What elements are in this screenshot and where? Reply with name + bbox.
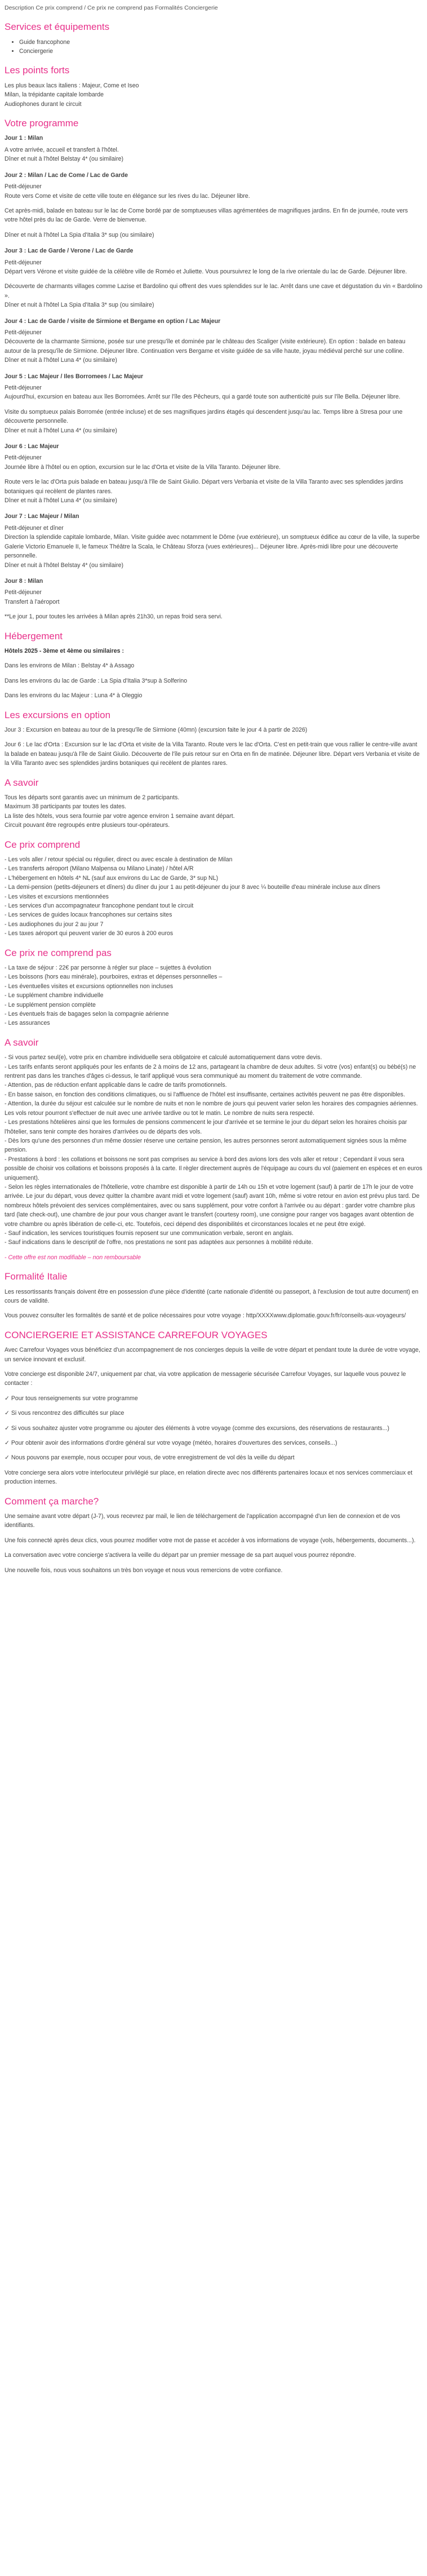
list-item: Dans les environs de Milan : Belstay 4* à Assago	[5, 662, 135, 670]
day-paragraph: Petit-déjeuner Départ vers Vérone et visite guidée de la célèbre ville de Roméo et Juliette. Vous poursuivrez le long de la rive orientale du lac de Garde. Déjeuner libre.	[5, 259, 407, 275]
non-refundable-note: - Cette offre est non modifiable – non remboursable	[5, 1254, 141, 1261]
conciergerie-paragraph: ✓ Pour tous renseignements sur votre programme	[5, 1395, 138, 1402]
comment-paragraph: Une fois connecté après deux clics, vous pourrez modifier votre mot de passe et accéder à vos informations de voyage (vols, hébergements, documents...).	[5, 1537, 416, 1544]
list-item: - Les éventuelles visites et excursions optionnelles non incluses	[5, 982, 174, 990]
list-item: Les plus beaux lacs italiens : Majeur, Come et Iseo	[5, 82, 139, 89]
list-item: - Les services d'un accompagnateur francophone pendant tout le circuit	[5, 902, 194, 909]
day-paragraph: Cet après-midi, balade en bateau sur le lac de Come bordé par de somptueuses villas agrémentées de magnifiques jardins. En fin de journée, route vers votre hôtel près du lac de Garde. Verre de bienvenue.	[5, 207, 408, 224]
list-item: Jour 3 : Excursion en bateau au tour de la presqu'île de Sirmione (40mn) (excursion faite le jour 4 à partir de 2026)	[5, 726, 308, 733]
list-item: Audiophones durant le circuit	[5, 100, 82, 108]
hebergement-intro: Hôtels 2025 - 3ème et 4ème ou similaires :	[5, 647, 124, 654]
list-item: - La demi-pension (petits-déjeuners et dîners) du dîner du jour 1 au petit-déjeuner du jour 8 avec ¼ bouteille d'eau minérale incluse aux dîners	[5, 884, 380, 891]
conciergerie-paragraph: Avec Carrefour Voyages vous bénéficiez d'un accompagnement de nos concierges depuis la veille de votre départ et pendant toute la durée de votre voyage, un service innovant et exclusif.	[5, 1347, 420, 1363]
formalite-title: Formalité Italie	[5, 1271, 68, 1282]
list-item: - L'hébergement en hôtels 4* NL (sauf aux environs du Lac de Garde, 3* sup NL)	[5, 874, 219, 882]
list-item: - Les taxes aéroport qui peuvent varier de 30 euros à 200 euros	[5, 930, 174, 937]
services-title: Services et équipements	[5, 21, 110, 33]
list-item: - Les assurances	[5, 1020, 50, 1027]
list-item: Dans les environs du lac de Garde : La Spia d'Italia 3*sup à Solferino	[5, 677, 188, 684]
day-paragraph: Route vers le lac d'Orta puis balade en bateau jusqu'à l'île de Saint Giulio. Départ vers Verbania et visite de la Villa Taranto avec ses splendides jardins botaniques qui recèlent de plantes rares. Dîner et nuit à l'hôtel Luna 4* (ou similaire)	[5, 479, 403, 504]
day-title: Jour 3 : Lac de Garde / Verone / Lac de Garde	[5, 247, 134, 255]
day-paragraph: Petit-déjeuner Découverte de la charmante Sirmione, posée sur une presqu'île et dominée par le château des Scaliger (visite extérieure). En option : balade en bateau autour de la presqu'île de Sirmione. Déjeuner libre. Continuation vers Bergame et visite guidée de sa ville haute, joyau médiéval perché sur une colline. Dîner et nuit à l'hôtel Luna 4* (ou similaire)	[5, 329, 406, 364]
a-savoir-title: A savoir	[5, 777, 39, 788]
hebergement-title: Hébergement	[5, 630, 63, 641]
programme-title: Votre programme	[5, 118, 79, 129]
comprend-list	[5, 855, 422, 939]
services-list	[5, 38, 422, 56]
day-title: Jour 2 : Milan / Lac de Come / Lac de Garde	[5, 171, 128, 179]
day-paragraph: Dîner et nuit à l'hôtel La Spia d'Italia 3* sup (ou similaire)	[5, 231, 154, 238]
day-paragraph: A votre arrivée, accueil et transfert à l'hôtel. Dîner et nuit à l'hôtel Belstay 4* (ou similaire)	[5, 146, 124, 163]
breadcrumb: Description Ce prix comprend / Ce prix ne comprend pas Formalités Conciergerie	[5, 5, 218, 11]
list-item: Milan, la trépidante capitale lombarde	[5, 91, 104, 99]
day-paragraph: Petit-déjeuner Transfert à l'aéroport	[5, 589, 60, 605]
day-paragraph: Découverte de charmants villages comme Lazise et Bardolino qui offrent des vues splendides sur le lac. Arrêt dans une cave et dégustation du vin « Bardolino ». Dîner et nuit à l'hôtel La Spia d'Italia 3* sup (ou similaire)	[5, 283, 422, 309]
comment-paragraph: Une semaine avant votre départ (J-7), vous recevrez par mail, le lien de téléchargement de l'application accompagné d'un lien de connexion et de vos identifiants.	[5, 1513, 401, 1529]
list-item: - Les visites et excursions mentionnées	[5, 893, 109, 900]
list-item: - Le supplément chambre individuelle	[5, 992, 104, 999]
conciergerie-title: CONCIERGERIE ET ASSISTANCE CARREFOUR VOYAGES	[5, 1329, 268, 1340]
conciergerie-paragraph: Votre concierge est disponible 24/7, uniquement par chat, via votre application de messagerie sécurisée Carrefour Voyages, sur laquelle vous pouvez le contacter :	[5, 1371, 406, 1387]
conciergerie-paragraph: ✓ Nous pouvons par exemple, nous occuper pour vous, de votre enregistrement de vol dès la veille du départ	[5, 1454, 295, 1462]
conciergerie-paragraph: Votre concierge sera alors votre interlocuteur privilégié sur place, en relation directe avec nos différents partenaires locaux et nos services commerciaux et production internes.	[5, 1469, 413, 1486]
conciergerie-paragraph: ✓ Pour obtenir avoir des informations d'ordre général sur votre voyage (météo, horaires d'ouvertures des services, conseils...)	[5, 1440, 337, 1447]
list-item: Jour 6 : Le lac d'Orta : Excursion sur le lac d'Orta et visite de la Villa Taranto. Route vers le lac d'Orta. C'est en petit-train que vous rallier le centre-ville avant la balade en bateau jusqu'à l'île de Saint Giulio. Découverte de l'île puis retour sur en Orta en fin de matinée. Déjeuner libre. Départ vers Verbania et visite de la Villa Taranto avec ses splendides jardins botaniques qui recèlent de plantes rares.	[5, 741, 420, 767]
list-item: - Les transferts aéroport (Milano Malpensa ou Milano Linate) / hôtel A/R	[5, 865, 194, 873]
list-item: - Les vols aller / retour spécial ou régulier, direct ou avec escale à destination de Milan	[5, 856, 233, 863]
list-item: - Les éventuels frais de bagages selon la compagnie aérienne	[5, 1011, 169, 1018]
ne-comprend-list	[5, 963, 422, 1028]
day-title: Jour 4 : Lac de Garde / visite de Sirmione et Bergame en option / Lac Majeur	[5, 317, 221, 325]
formalite-link-text[interactable]: Vous pouvez consulter les formalités de santé et de police nécessaires pour votre voyage : http/XXXXwww.diplomatie.gouv.fr/fr/conseils-aux-voyageurs/	[5, 1312, 406, 1320]
programme-days	[5, 134, 422, 621]
list-item: - Le supplément pension complète	[5, 1001, 96, 1008]
comprend-title: Ce prix comprend	[5, 839, 81, 850]
day-title: Jour 7 : Lac Majeur / Milan	[5, 513, 79, 520]
conciergerie-paras	[5, 1345, 422, 1486]
points-forts-title: Les points forts	[5, 65, 70, 76]
comment-paragraph: La conversation avec votre concierge s'activera la veille du départ par un premier message de sa part auquel vous pourrez répondre.	[5, 1552, 356, 1559]
day-title: Jour 6 : Lac Majeur	[5, 443, 59, 450]
day-title: Jour 5 : Lac Majeur / Iles Borromees / Lac Majeur	[5, 373, 144, 380]
formalite-text: Les ressortissants français doivent être en possession d'une pièce d'identité (carte nationale d'identité ou passeport, à l'exclusion de tout autre document) en cours de validité.	[5, 1288, 419, 1304]
day-paragraph: Petit-déjeuner Aujourd'hui, excursion en bateau aux îles Borromées. Arrêt sur l'île des Pêcheurs, qui a gardé toute son authenticité puis sur l'île Bella. Déjeuner libre.	[5, 384, 401, 401]
conciergerie-paragraph: ✓ Si vous souhaitez ajuster votre programme ou ajouter des éléments à votre voyage (comme des excursions, des réservations de restaurants...)	[5, 1424, 390, 1432]
list-item: • Conciergerie	[19, 47, 422, 56]
day-paragraph: Petit-déjeuner Route vers Come et visite de cette ville toute en élégance sur les rives du lac. Déjeuner libre.	[5, 183, 250, 200]
list-item: - La taxe de séjour : 22€ par personne à régler sur place – sujettes à évolution	[5, 964, 211, 972]
comment-title: Comment ça marche?	[5, 1495, 99, 1507]
list-item: - Les audiophones du jour 2 au jour 7	[5, 920, 104, 928]
day-paragraph: Petit-déjeuner et dîner Direction la splendide capitale lombarde, Milan. Visite guidée avec notamment le Dôme (vue extérieure), un somptueux édifice au cœur de la ville, la superbe Galerie Victorio Emanuele II, le fameux Théâtre la Scala, le Château Sforza (vues extérieures)... Déjeuner libre. Après-midi libre pour une découverte personnelle. Dîner et nuit à l'hôtel Belstay 4* (ou similaire)	[5, 524, 420, 569]
a-savoir-conditions-title: A savoir	[5, 1037, 39, 1048]
a-savoir-conditions-text: - Si vous partez seul(e), votre prix en chambre individuelle sera obligatoire et calculé automatiquement dans votre devis. - Les tarifs enfants seront appliqués pour les enfants de 2 à moins de 12 ans, partageant la chambre de deux adultes. Si votre (vos) enfant(s) ou bébé(s) ne rentrent pas dans les tranches d'âges ci-dessus, le tarif appliqué vous sera communiqué au moment du traitement de votre commande. - Attention, pas de réduction enfant applicable dans le cadre de tarifs promotionnels. - En basse saison, en fonction des conditions climatiques, ou si l'affluence de l'hôtel est insuffisante, certaines activités peuvent ne pas être disponibles. - Attention, la durée du séjour est calculée sur le nombre de nuits et non le nombre de jours qui peuvent varier selon les horaires des compagnies aériennes. Les vols retour pourront s'effectuer de nuit avec une arrivée tardive ou tot le matin. Le nombre de nuits sera respecté. - Les prestations hôtelières ainsi que les formules de pensions commencent le jour d'arrivée et se termine le jour du départ selon les horaires choisis par l'hôtelier, sans tenir compte des horaires d'arrivées ou de départs des vols. - Dès lors qu'une des personnes d'un même dossier réserve une certaine pension, les autres personnes seront automatiquement signées sous la même pension. - Prestations à bord : les collations et boissons ne sont pas comprises au service à bord des avions lors des vols aller et retour ; Cependant il vous sera possible de choisir vos collations et boissons proposés à la carte. Il règler directement auprès de l'équipage au cours du vol (paiement en espèces et en euros uniquement). - Selon les règles internationales de l'hôtellerie, votre chambre est disponible à partir de 14h ou 15h et votre logement (sauf) à partir de 17h le jour de votre arrivée. Le jour du départ, vous devez quitter la chambre avant midi et votre logement (sauf) avant 10h, même si votre retour en avion est prévu plus tard. De nombreux hôtels prévoient des services complémentaires, avec ou sans supplément, pour votre confort à l'arrivée ou au départ : garder votre chambre plus tard (late check-out), une chambre de jour pour vous changer avant le transfert (courtesy room), une consigne pour ranger vos bagages avant obtention de votre chambre ou après libération de celle-ci, etc. Toutefois, ceci dépend des disponibilités et circonstances locales et ne peut être exigé. - Sauf indication, les services touristiques fournis reposent sur une communication verbale, seront en anglais. - Sauf indications dans le descriptif de l'offre, nos prestations ne sont pas adaptées aux personnes à mobilité réduite.	[5, 1054, 422, 1246]
list-item: - Les services de guides locaux francophones sur certains sites	[5, 911, 172, 919]
day-paragraph: **Le jour 1, pour toutes les arrivées à Milan après 21h30, un repas froid sera servi.	[5, 613, 223, 621]
comment-paras	[5, 1512, 422, 1575]
day-paragraph: Visite du somptueux palais Borromée (entrée incluse) et de ses magnifiques jardins étagés qui descendent jusqu'au lac. Temps libre à Stresa pour une découverte personnelle. Dîner et nuit à l'hôtel Luna 4* (ou similaire)	[5, 408, 403, 434]
excursions-title: Les excursions en option	[5, 709, 111, 720]
comment-paragraph: Une nouvelle fois, nous vous souhaitons un très bon voyage et nous vous remercions de votre confiance.	[5, 1566, 283, 1574]
day-paragraph: Petit-déjeuner Journée libre à l'hôtel ou en option, excursion sur le lac d'Orta et visite de la Villa Taranto. Déjeuner libre.	[5, 454, 281, 471]
conciergerie-paragraph: ✓ Si vous rencontrez des difficultés sur place	[5, 1410, 124, 1417]
list-item: Dans les environs du lac Majeur : Luna 4* à Oleggio	[5, 692, 143, 700]
list-item: - Les boissons (hors eau minérale), pourboires, extras et dépenses personnelles –	[5, 973, 223, 981]
day-title: Jour 1 : Milan	[5, 135, 43, 142]
day-title: Jour 8 : Milan	[5, 577, 43, 585]
list-item: • Guide francophone	[19, 38, 422, 47]
ne-comprend-title: Ce prix ne comprend pas	[5, 947, 112, 958]
points-forts-list	[5, 81, 422, 109]
a-savoir-text: Tous les départs sont garantis avec un minimum de 2 participants. Maximum 38 participants par toutes les dates. La liste des hôtels, vous sera fournie par votre agence environ 1 semaine avant départ. Circuit pouvant être regroupés entre plusieurs tour-opérateurs.	[5, 794, 235, 829]
